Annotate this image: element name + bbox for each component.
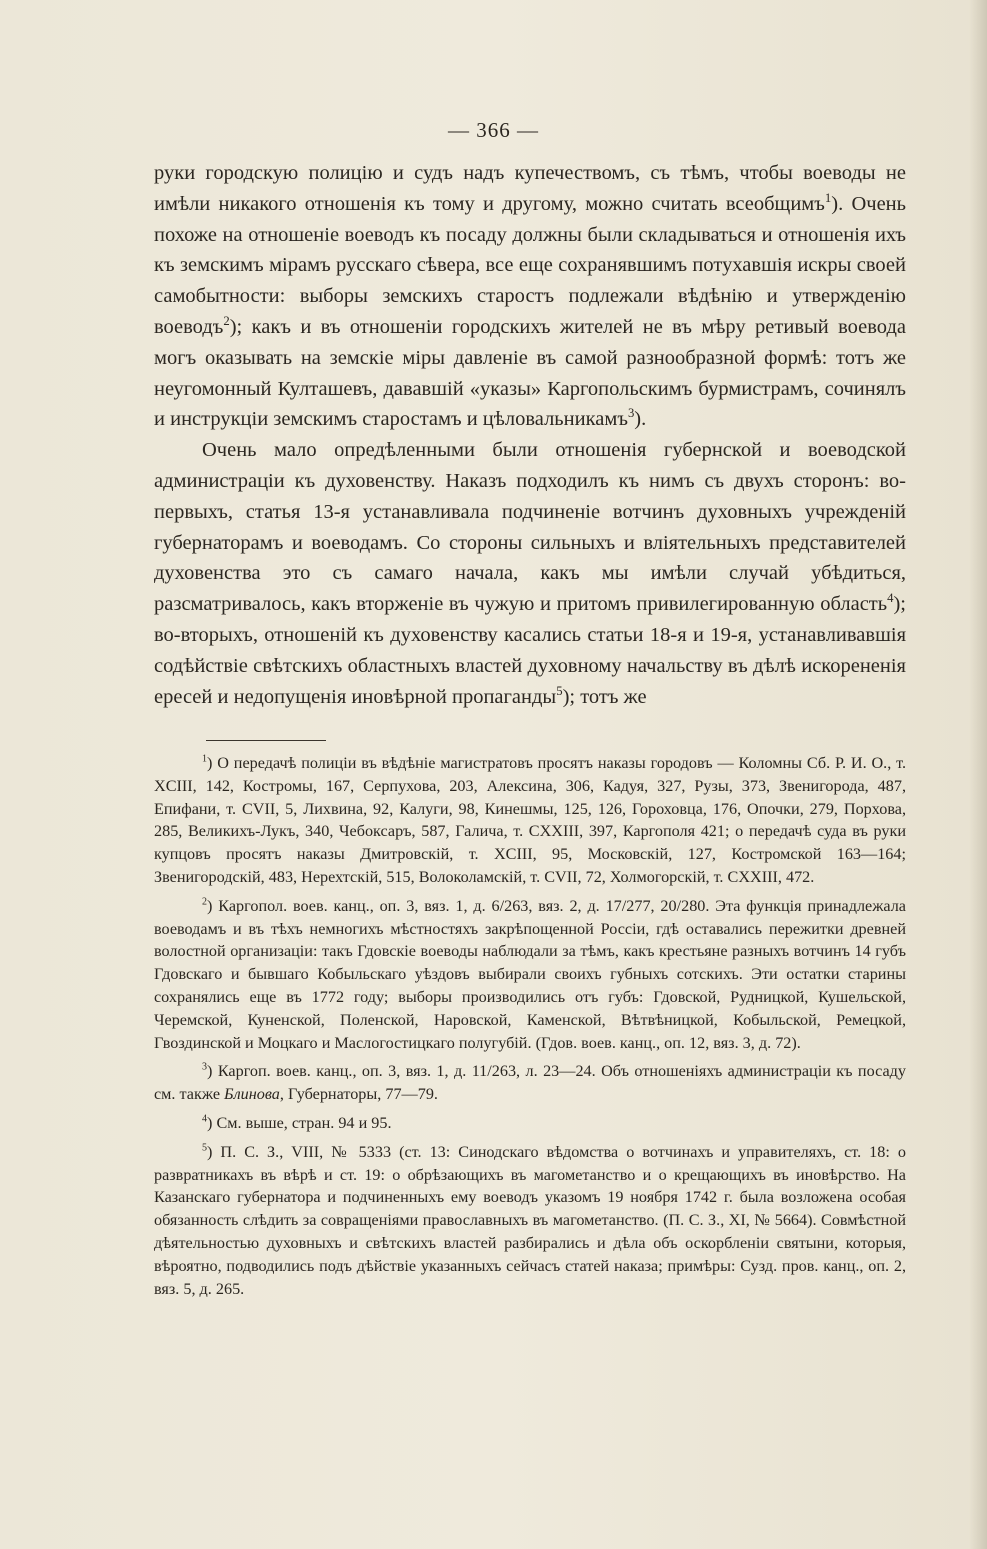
paragraph-1-part-a: руки городскую полицію и судъ надъ купечествомъ, съ тѣмъ, чтобы воеводы не имѣли никакого отношенія къ тому и другому, можно считать всеобщимъ bbox=[154, 162, 906, 215]
footnote-5-text: ) П. С. З., VIII, № 5333 (ст. 13: Синодскаго вѣдомства о вотчинахъ и управителяхъ, ст. 18: о развратникахъ въ вѣрѣ и ст. 19: о обрѣзающихъ въ магометанство и о крещающихъ въ иновѣрство. На Казанскаго губернатора и подчиненныхъ ему воеводъ указомъ 19 ноября 1742 г. была возложена особая обязанность слѣдить за совращеніями православныхъ въ магометанство. (П. С. З., XI, № 5664). Совмѣстной дѣятельностью духовныхъ и свѣтскихъ властей разбирались и дѣла объ оскорбленіи святыни, которыя, вѣроятно, подводились подъ дѣйствіе указанныхъ сейчасъ статей наказа; примѣры: Сузд. пров. канц., оп. 2, вяз. 5, д. 265. bbox=[154, 1142, 906, 1298]
footnote-ref-2: 2 bbox=[223, 314, 230, 329]
paragraph-2-part-a: Очень мало опредѣленными были отношенія губернской и воеводской администраціи къ духовенству. Наказъ подходилъ къ нимъ съ двухъ сторонъ: во-первыхъ, статья 13-я устанавливала подчиненіе вотчинъ духовныхъ учрежденій губернаторамъ и воеводамъ. Со стороны сильныхъ и вліятельныхъ представителей духовенства это съ самаго начала, какъ мы имѣли случай убѣдиться, разсматривалось, какъ вторженіе въ чужую и притомъ привилегированную область bbox=[154, 439, 906, 616]
page-number: — 366 — bbox=[448, 118, 539, 142]
footnote-3-text-a: ) Каргоп. воев. канц., оп. 3, вяз. 1, д. 11/263, л. 23—24. Объ отношеніяхъ администраціи къ посаду см. также bbox=[154, 1062, 906, 1104]
footnote-ref-4: 4 bbox=[887, 591, 894, 606]
footnote-2-mark: 2 bbox=[202, 896, 208, 908]
footnote-3-text-b: , Губернаторы, 77—79. bbox=[279, 1085, 438, 1104]
footnote-ref-1: 1 bbox=[824, 190, 832, 205]
paragraph-2-part-c: ); тотъ же bbox=[562, 685, 647, 708]
footnote-divider bbox=[206, 740, 326, 741]
main-body-text bbox=[154, 158, 906, 712]
footnote-1-mark: 1 bbox=[202, 753, 208, 765]
paragraph-1-part-c: ); какъ и въ отношеніи городскихъ жителей не въ мѣру ретивый воевода могъ оказывать на земскіе міры давленіе въ самой разнообразной формѣ: тотъ же неугомонный Култашевъ, дававшій «указы» Каргопольскимъ бурмистрамъ, сочинялъ и инструкціи земскимъ старостамъ и цѣловальникамъ bbox=[154, 315, 906, 431]
footnote-4-mark: 4 bbox=[202, 1113, 208, 1125]
paragraph-1-part-d: ). bbox=[634, 408, 647, 431]
footnote-3-author: Блинова bbox=[224, 1085, 280, 1104]
footnote-4 bbox=[154, 1112, 906, 1135]
footnote-5 bbox=[154, 1141, 906, 1301]
paragraph-1-part-b: ). Очень похоже на отношеніе воеводъ къ посаду должны были складываться и отношенія ихъ къ земскимъ мірамъ русскаго сѣвера, все еще сохранявшимъ потухавшія искры своей самобытности: выборы земскихъ старостъ подлежали вѣдѣнію и утвержденію воеводъ bbox=[154, 192, 906, 338]
page-edge-shadow bbox=[969, 0, 987, 1549]
footnote-3 bbox=[154, 1060, 906, 1106]
footnote-2-text: ) Каргопол. воев. канц., оп. 3, вяз. 1, д. 6/263, вяз. 2, д. 17/277, 20/280. Эта функція принадлежала воеводамъ и въ тѣхъ немногихъ мѣстностяхъ закрѣпощенной Россіи, гдѣ оставались пережитки древней волостной организаціи: такъ Гдовскіе воеводы наблюдали за тѣмъ, какъ крестьяне разныхъ вотчинъ 14 губъ Гдовскаго и бывшаго Кобыльскаго уѣздовъ выбирали своихъ губныхъ сотскихъ. Эти остатки старины сохранялись еще въ 1772 году; выборы производились отъ губъ: Гдовской, Рудницкой, Кушельской, Черемской, Куненской, Поленской, Наровской, Каменской, Вѣтвѣницкой, Кобыльской, Ремецкой, Гвоздинской и Моцкаго и Маслогостицкаго полугубій. (Гдов. воев. канц., оп. 12, вяз. 3, д. 72). bbox=[154, 896, 906, 1052]
paragraph-1 bbox=[154, 158, 906, 435]
footnote-1 bbox=[154, 752, 906, 889]
footnotes-block bbox=[154, 752, 906, 1306]
footnote-5-mark: 5 bbox=[202, 1142, 208, 1154]
paragraph-2-part-b: ); во-вторыхъ, отношеній къ духовенству касались статьи 18-я и 19-я, устанавливавшія содѣйствіе свѣтскихъ областныхъ властей духовному начальству въ дѣлѣ искорененія ересей и недопущенія иновѣрной пропаганды bbox=[154, 593, 906, 708]
footnote-ref-5: 5 bbox=[556, 683, 563, 698]
footnote-4-text: ) См. выше, стран. 94 и 95. bbox=[207, 1113, 392, 1132]
footnote-2 bbox=[154, 895, 906, 1055]
footnote-3-mark: 3 bbox=[202, 1061, 208, 1073]
footnote-ref-3: 3 bbox=[627, 406, 635, 421]
footnote-1-text: ) О передачѣ полиціи въ вѣдѣніе магистратовъ просятъ наказы городовъ — Коломны Сб. Р. И. О., т. XCIII, 142, Костромы, 167, Серпухова, 203, Алексина, 306, Кадуя, 327, Рузы, 373, Звенигорода, 487, Епифани, т. CVII, 5, Лихвина, 92, Калуги, 98, Кинешмы, 125, 126, Гороховца, 176, Опочки, 279, Порхова, 285, Великихъ-Лукъ, 340, Чебоксаръ, 587, Галича, т. CXXIII, 397, Каргополя 421; о передачѣ суда въ руки купцовъ просятъ наказы Дмитровскій, т. XCIII, 95, Московскій, 127, Костромской 163—164; Звенигородскій, 483, Нерехтскій, 515, Волоколамскій, т. CVII, 72, Холмогорскій, т. CXXIII, 472. bbox=[154, 754, 906, 886]
paragraph-2 bbox=[154, 435, 906, 712]
